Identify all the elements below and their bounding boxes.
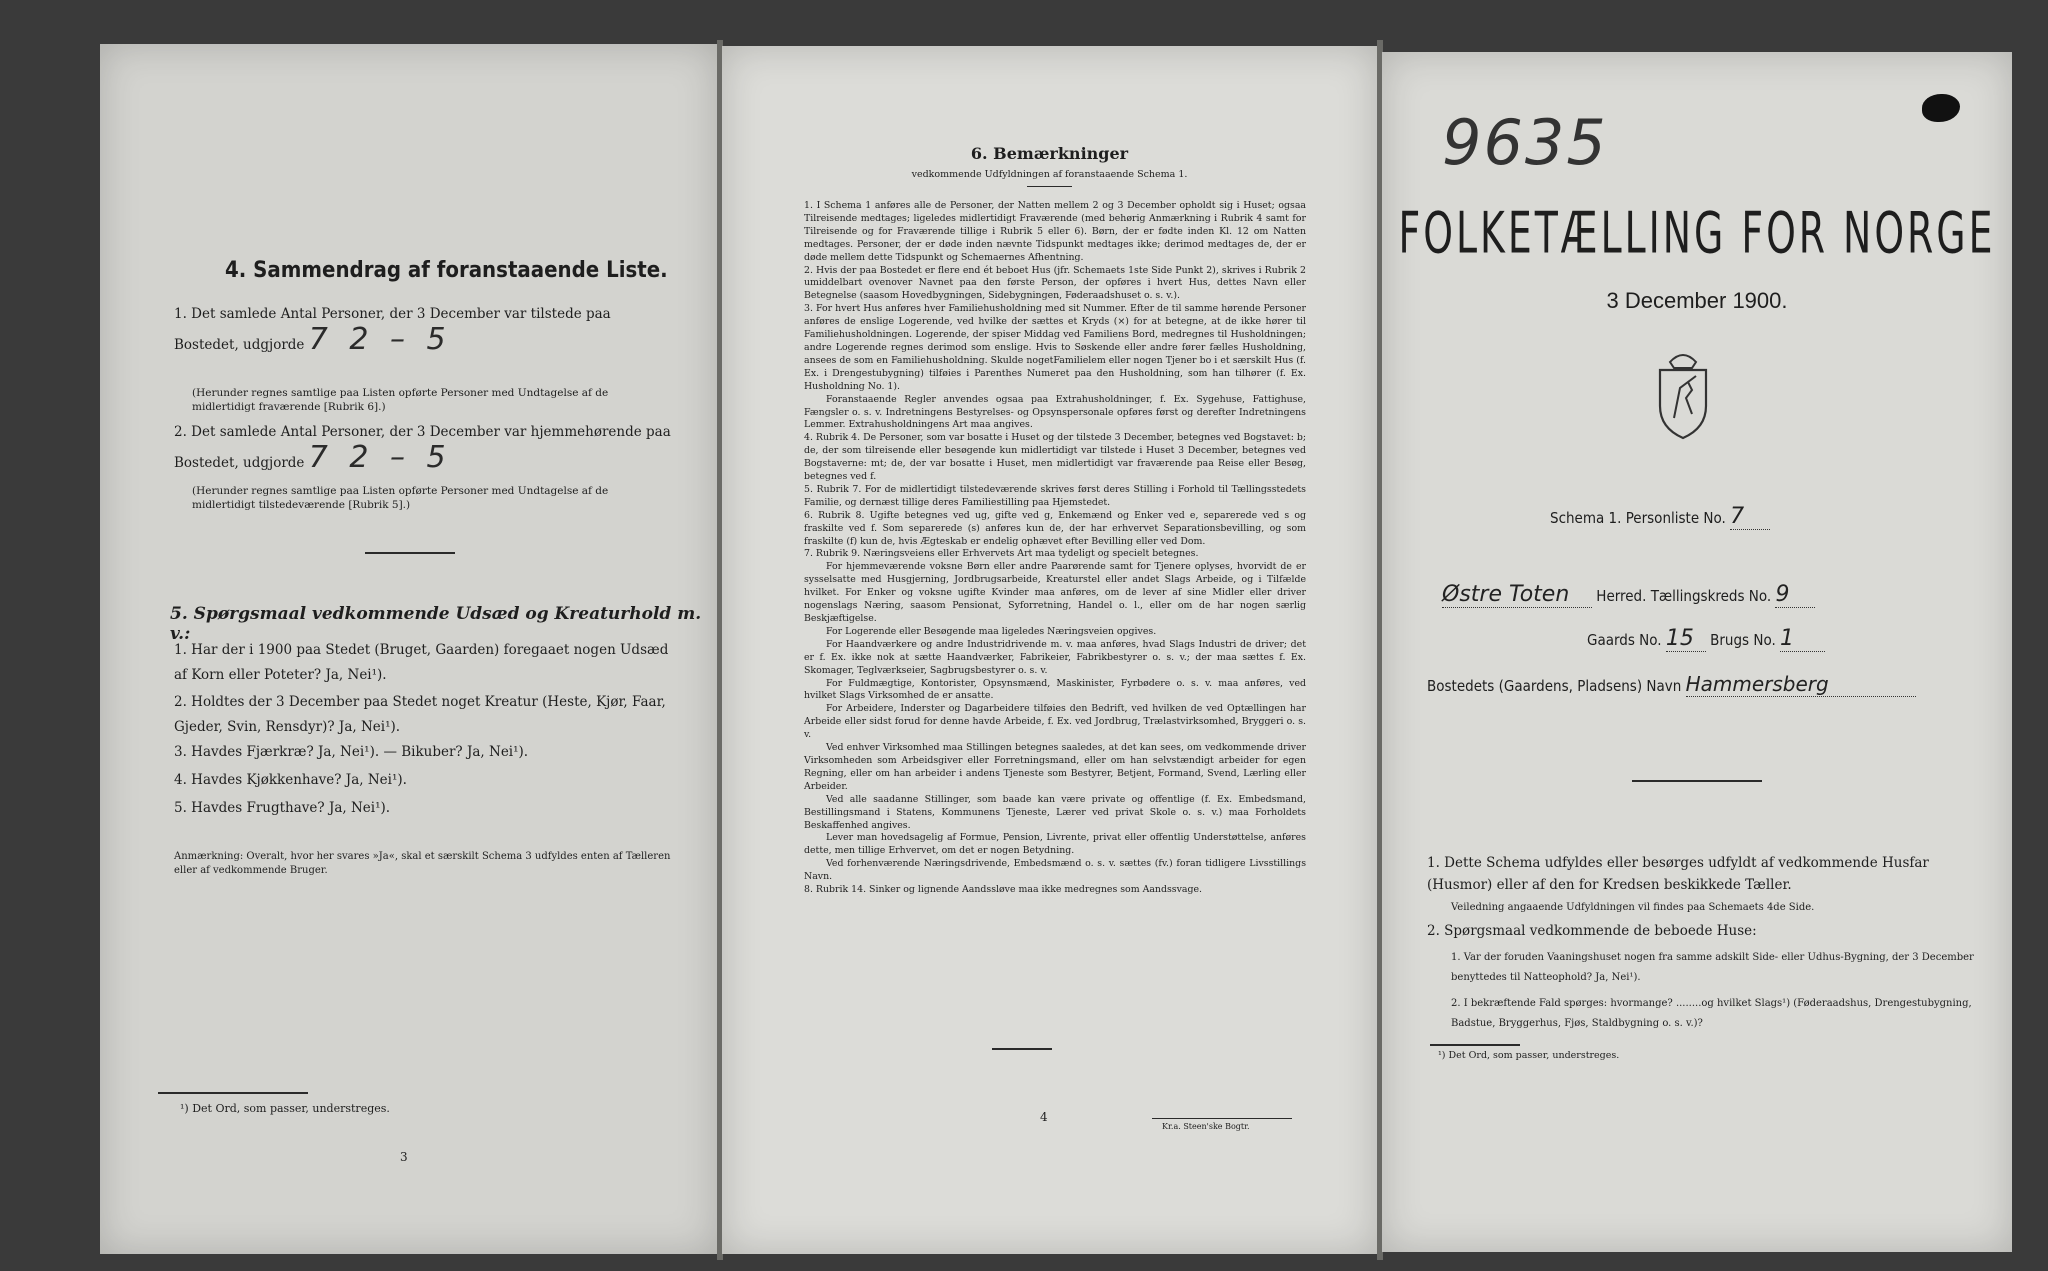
instruction-2-q1: 1. Var der foruden Vaaningshuset nogen fra samme adskilt Side- eller Udhus-Bygning, der 3 December benyttedes til Natteophold? Ja, Nei¹).	[1451, 952, 1974, 983]
question-5: 5. Havdes Frugthave? Ja, Nei¹).	[174, 800, 391, 816]
remark-7d: For Fuldmægtige, Kontorister, Opsynsmænd, Maskinister, Fyrbødere o. s. v. maa anføres, ved hvilket Slags Virksomhed de er ansatte.	[804, 677, 1306, 702]
summary-item-1: 1. Det samlede Antal Personer, der 3 December var tilstede paa Bostedet, udgjorde 7 2 – 5	[174, 306, 611, 357]
question-4: 4. Havdes Kjøkkenhave? Ja, Nei¹).	[174, 772, 407, 788]
remark: Anmærkning: Overalt, hvor her svares »Ja«, skal et særskilt Schema 3 udfyldes enten af Tælleren eller af vedkommende Bruger.	[174, 851, 671, 876]
footnote-rule	[1430, 1044, 1520, 1046]
instruction-2-q2: 2. I bekræftende Fald spørges: hvormange? ........og hvilket Slags¹) (Føderaadshus, Drengestubygning, Badstue, Bryggerhus, Fjøs, Staldbygning o. s. v.)?	[1451, 998, 1972, 1029]
remark-7e: For Arbeidere, Inderster og Dagarbeidere tilføies den Bedrift, ved hvilken de ved Optællingen har Arbeide eller sidst forud for denne havde Arbeide, f. Ex. ved Jordbrug, Trælastvirksomhed, Bryggeri o. s. v.	[804, 703, 1306, 741]
remark-7g: Ved alle saadanne Stillinger, som baade kan være private og offentlige (f. Ex. Embedsmand, Bestillingsmand i Statens, Kommunens Tjeneste, Lærer ved privat Skole o. s. v.) maa Forholdets Beskaffenhed angives.	[804, 793, 1306, 831]
personliste-number: 7	[1730, 504, 1745, 529]
schema-line: Schema 1. Personliste No. 7	[1550, 504, 1770, 530]
kreds-value: 9	[1775, 582, 1790, 607]
archive-number: 9635	[1442, 106, 1608, 179]
herred-line: Østre Toten Herred. Tællingskreds No. 9	[1442, 582, 2002, 608]
coat-of-arms-icon	[1652, 348, 1714, 440]
footnote: ¹) Det Ord, som passer, understreges.	[180, 1102, 390, 1115]
page-number: 3	[400, 1150, 408, 1164]
remark-4: 4. Rubrik 4. De Personer, som var bosatte i Huset og der tilstede 3 December, betegnes ved Bogstavet: b; de, der som tilreisende eller besøgende kun midlertidigt var tilstede i Huset 3 December, betegnes ved Bogstaverne: mt; de, der var bosatte i Huset, men midlertidigt var fraværende paa Reise eller Besøg, betegnes ved f.	[804, 432, 1306, 483]
question-1: 1. Har der i 1900 paa Stedet (Bruget, Gaarden) foregaaet nogen Udsæd af Korn eller Poteter? Ja, Nei¹).	[174, 642, 669, 683]
summary-item-2: 2. Det samlede Antal Personer, der 3 December var hjemmehørende paa Bostedet, udgjorde 7 2 – 5	[174, 424, 671, 475]
section-4-title: 4. Sammendrag af foranstaaende Liste.	[225, 258, 668, 283]
ornament-rule	[1632, 780, 1762, 782]
instruction-2: 2. Spørgsmaal vedkommende de beboede Huse:	[1427, 923, 1757, 939]
remark-7c: For Haandværkere og andre Industridrivende m. v. maa anføres, hvad Slags Industri de driver; det er f. Ex. ikke nok at sætte Haandværker, Fabrikeier, Fabrikbestyrer o. s. v.; der maa sættes f. Ex. Skomager, Teglværkseier, Sagbrugsbestyrer o. s. v.	[804, 638, 1306, 676]
instruction-1: 1. Dette Schema udfyldes eller besørges udfyldt af vedkommende Husfar (Husmor) eller af den for Kredsen beskikkede Tæller.	[1427, 855, 1929, 893]
gaards-line: Gaards No. 15 Brugs No. 1	[1587, 626, 1825, 652]
census-title: FOLKETÆLLING FOR NORGE	[1398, 200, 1996, 267]
herred-value: Østre Toten	[1442, 582, 1570, 607]
right-page	[1382, 52, 2012, 1252]
bosted-value: Hammersberg	[1685, 672, 1829, 696]
summary-item-2-note: (Herunder regnes samtlige paa Listen opførte Personer med Undtagelse af de midlertidigt tilstedeværende [Rubrik 5].)	[192, 485, 609, 511]
left-page	[100, 44, 717, 1254]
remark-7b: For Logerende eller Besøgende maa ligeledes Næringsveien opgives.	[826, 625, 1157, 637]
remark-8: 8. Rubrik 14. Sinker og lignende Aandssløve maa ikke medregnes som Aandssvage.	[804, 884, 1203, 896]
remark-7: 7. Rubrik 9. Næringsveiens eller Erhvervets Art maa tydeligt og specielt betegnes.	[804, 548, 1199, 560]
summary-item-1-note: (Herunder regnes samtlige paa Listen opførte Personer med Undtagelse af de midlertidigt fraværende [Rubrik 6].)	[192, 387, 609, 413]
census-date: 3 December 1900.	[1606, 288, 1788, 313]
remark-1: 1. I Schema 1 anføres alle de Personer, der Natten mellem 2 og 3 December opholdt sig i Huset; ogsaa Tilreisende medtages; ligeledes midlertidigt Fraværende (med behørig Anmærkning i Rubrik 4 samt for Tilreisende og for Fraværende tillige i Rubrik 5 eller 6). Børn, der er fødte inden Kl. 12 om Natten medtages. Personer, der er døde inden nævnte Tidspunkt medtages ikke; derimod medtages de, der er døde mellem dette Tidspunkt og Schemaernes Afhentning.	[804, 200, 1306, 263]
remark-7i: Ved forhenværende Næringsdrivende, Embedsmænd o. s. v. sættes (fv.) foran tidligere Livsstillings Navn.	[804, 858, 1306, 883]
ink-blot	[1922, 94, 1960, 122]
remark-3: 3. For hvert Hus anføres hver Familiehusholdning med sit Nummer. Efter de til samme hørende Personer anføres de enslige Logerende, ved hvilke der sættes et Kryds (×) for at betegne, at de ikke hører til Familiehusholdningen. Logerende, der spiser Middag ved Familiens Bord, medregnes til Husholdningen; andre Logerende regnes derimod som enslige. Hvis to Søskende eller andre fører fælles Husholdning, ansees de som en Familiehusholdning. Skulde nogetFamilielem eller nogen Tjener bo i et særskilt Hus (f. Ex. i Drengestubygning) tilføies i Parenthes Numeret paa den Husholdning, som han tilhører (f. Ex. Husholdning No. 1).	[804, 303, 1306, 392]
remarks-subtitle: vedkommende Udfyldningen af foranstaaende Schema 1.	[911, 169, 1188, 180]
remark-7a: For hjemmeværende voksne Børn eller andre Paarørende samt for Tjenere oplyses, hvorvidt de er sysselsatte med Husgjerning, Jordbrugsarbeide, Kreaturstel eller andet Slags Arbeide, og i Tilfælde hvilket. For Enker og voksne ugifte Kvinder maa anføres, om de lever af sine Midler eller driver nogenslags Næring, saasom Pensionat, Syforretning, Handel o. l., eller om de har nogen særlig Beskjæftigelse.	[804, 561, 1306, 624]
remark-7f: Ved enhver Virksomhed maa Stillingen betegnes saaledes, at det kan sees, om vedkommende driver Virksomheden som Arbeidsgiver eller Forretningsmand, eller om han selvstændigt arbeider for egen Regning, eller om han arbeider i andens Tjeneste som Bestyrer, Betjent, Formand, Svend, Lærling eller Arbeider.	[804, 742, 1306, 792]
question-2: 2. Holdtes der 3 December paa Stedet noget Kreatur (Heste, Kjør, Faar, Gjeder, Svin, Rensdyr)? Ja, Nei¹).	[174, 694, 666, 735]
remark-5: 5. Rubrik 7. For de midlertidigt tilstedeværende skrives først deres Stilling i Forhold til Tællingsstedets Familie, og dernæst tillige deres Familiestilling paa Hjemstedet.	[804, 483, 1306, 508]
divider	[1027, 186, 1072, 187]
footnote: ¹) Det Ord, som passer, understreges.	[1438, 1050, 1620, 1061]
brugs-value: 1	[1780, 626, 1795, 651]
printer-mark: Kr.a. Steen'ske Bogtr.	[1162, 1122, 1250, 1131]
remark-7h: Lever man hovedsagelig af Formue, Pension, Livrente, privat eller offentlig Understøttelse, anføres dette, men tillige Erhvervet, om det er nogen Betydning.	[804, 832, 1306, 857]
item-1-handwritten-value: 7 2 – 5	[308, 322, 452, 357]
instruction-1-note: Veiledning angaaende Udfyldningen vil findes paa Schemaets 4de Side.	[1451, 902, 1815, 913]
section-5-title: 5. Spørgsmaal vedkommende Udsæd og Kreaturhold m. v.:	[170, 604, 702, 644]
item-2-handwritten-value: 7 2 – 5	[308, 440, 452, 475]
remark-3-cont: Foranstaaende Regler anvendes ogsaa paa Extrahusholdninger, f. Ex. Sygehuse, Fattighuse, Fængsler o. s. v. Indretningens Bestyrelses- og Opsynspersonale opføres først og derefter Indretningens Lemmer. Extrahusholdningens Art maa angives.	[804, 393, 1306, 431]
printer-rule	[1152, 1118, 1292, 1119]
divider	[992, 1048, 1052, 1050]
footnote-rule	[158, 1092, 308, 1094]
remarks-title: 6. Bemærkninger	[970, 144, 1129, 163]
gaards-value: 15	[1665, 626, 1694, 651]
remark-2: 2. Hvis der paa Bostedet er flere end ét beboet Hus (jfr. Schemaets 1ste Side Punkt 2), skrives i Rubrik 2 umiddelbart ovenover Navnet paa den første Person, der opføres i hvert Hus, dettes Navn eller Betegnelse (saasom Hovedbygningen, Sidebygningen, Føderaadshuset o. s. v.).	[804, 264, 1306, 302]
question-3: 3. Havdes Fjærkræ? Ja, Nei¹). — Bikuber? Ja, Nei¹).	[174, 744, 529, 760]
remark-6: 6. Rubrik 8. Ugifte betegnes ved ug, gifte ved g, Enkemænd og Enker ved e, separerede ved s og fraskilte ved f. Som separerede (s) anføres kun de, der har erhvervet Separationsbevilling, og som fraskilte (f) kun de, hvis Ægteskab er endelig ophævet efter Bevilling eller ved Dom.	[804, 509, 1306, 547]
bosted-line: Bostedets (Gaardens, Pladsens) Navn Hammersberg	[1427, 672, 1916, 697]
page-number: 4	[1040, 1110, 1048, 1124]
divider	[365, 552, 455, 554]
remarks-body	[804, 200, 1306, 897]
middle-page	[722, 46, 1377, 1254]
